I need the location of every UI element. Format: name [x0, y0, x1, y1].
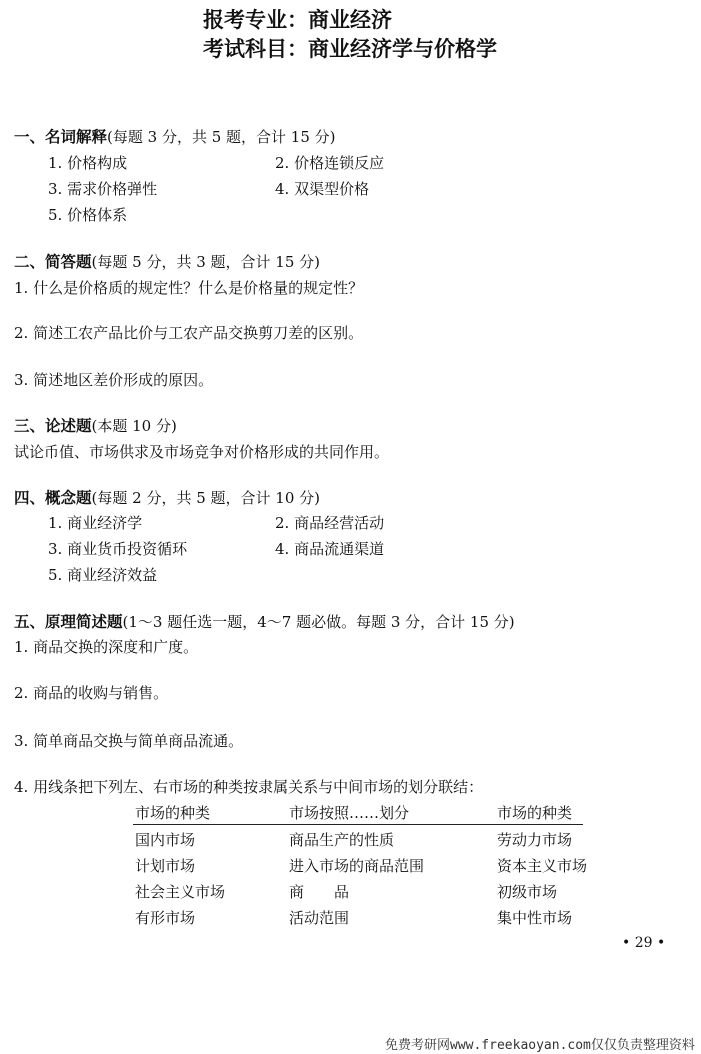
section-3-title: 三、论述题	[14, 416, 92, 435]
table-row-2-left: 计划市场	[135, 857, 196, 875]
section-5-heading	[14, 610, 515, 632]
table-row-3-right: 初级市场	[497, 883, 558, 901]
page-number: • 29 •	[622, 935, 666, 951]
s2-item-1: 1. 什么是价格质的规定性？什么是价格量的规定性？	[14, 279, 364, 297]
table-header-left: 市场的种类	[135, 804, 211, 822]
section-1-note: (每题 3 分，共 5 题，合计 15 分)	[107, 128, 336, 146]
exam-major: 报考专业：商业经济	[203, 8, 392, 32]
section-4-heading	[14, 486, 320, 508]
s1-item-2: 2. 价格连锁反应	[275, 154, 385, 172]
table-header-middle: 市场按照……划分	[289, 804, 410, 822]
s1-item-5: 5. 价格体系	[48, 206, 128, 224]
s1-item-4: 4. 双渠型价格	[275, 180, 370, 198]
section-4-note: (每题 2 分，共 5 题，合计 10 分)	[91, 489, 321, 507]
section-2-heading	[14, 250, 320, 272]
section-5-title: 五、原理简述题	[14, 612, 123, 631]
s5-item-3: 3. 简单商品交换与简单商品流通。	[14, 732, 244, 750]
s4-item-5: 5. 商业经济效益	[48, 566, 158, 584]
s4-item-3: 3. 商业货币投资循环	[48, 540, 188, 558]
table-row-4-right: 集中性市场	[497, 909, 573, 927]
table-row-2-middle: 进入市场的商品范围	[289, 857, 425, 875]
s4-item-1: 1. 商业经济学	[48, 514, 143, 532]
exam-subject: 考试科目：商业经济学与价格学	[203, 37, 497, 61]
table-header-rule	[133, 824, 583, 825]
section-2-note: (每题 5 分，共 3 题，合计 15 分)	[91, 253, 321, 271]
s4-item-2: 2. 商品经营活动	[275, 514, 385, 532]
section-1-heading	[14, 125, 336, 147]
s2-item-2: 2. 简述工农产品比价与工农产品交换剪刀差的区别。	[14, 324, 364, 342]
table-row-3-left: 社会主义市场	[135, 883, 226, 901]
section-3-note: (本题 10 分)	[91, 417, 177, 435]
s5-item-1: 1. 商品交换的深度和广度。	[14, 638, 199, 656]
section-2-title: 二、简答题	[14, 252, 92, 271]
s4-item-4: 4. 商品流通渠道	[275, 540, 385, 558]
table-row-1-middle: 商品生产的性质	[289, 831, 395, 849]
table-row-4-middle: 活动范围	[289, 909, 350, 927]
table-row-3-middle: 商 品	[289, 883, 350, 901]
section-3-heading	[14, 414, 177, 436]
table-header-right: 市场的种类	[497, 804, 573, 822]
section-1-title: 一、名词解释	[14, 127, 108, 146]
s5-item-2: 2. 商品的收购与销售。	[14, 684, 169, 702]
section-5-note: (1～3 题任选一题，4～7 题必做。每题 3 分，合计 15 分)	[122, 613, 515, 631]
s5-item-4: 4. 用线条把下列左、右市场的种类按隶属关系与中间市场的划分联结：	[14, 778, 484, 796]
table-row-4-left: 有形市场	[135, 909, 196, 927]
s2-item-3: 3. 简述地区差价形成的原因。	[14, 371, 214, 389]
section-4-title: 四、概念题	[14, 488, 92, 507]
s1-item-1: 1. 价格构成	[48, 154, 128, 172]
table-row-2-right: 资本主义市场	[497, 857, 588, 875]
s1-item-3: 3. 需求价格弹性	[48, 180, 158, 198]
footer-watermark: 免费考研网www.freekaoyan.com仅仅负责整理资料	[385, 1038, 695, 1053]
table-row-1-right: 劳动力市场	[497, 831, 573, 849]
s3-item-1: 试论币值、市场供求及市场竞争对价格形成的共同作用。	[14, 443, 390, 461]
table-row-1-left: 国内市场	[135, 831, 196, 849]
